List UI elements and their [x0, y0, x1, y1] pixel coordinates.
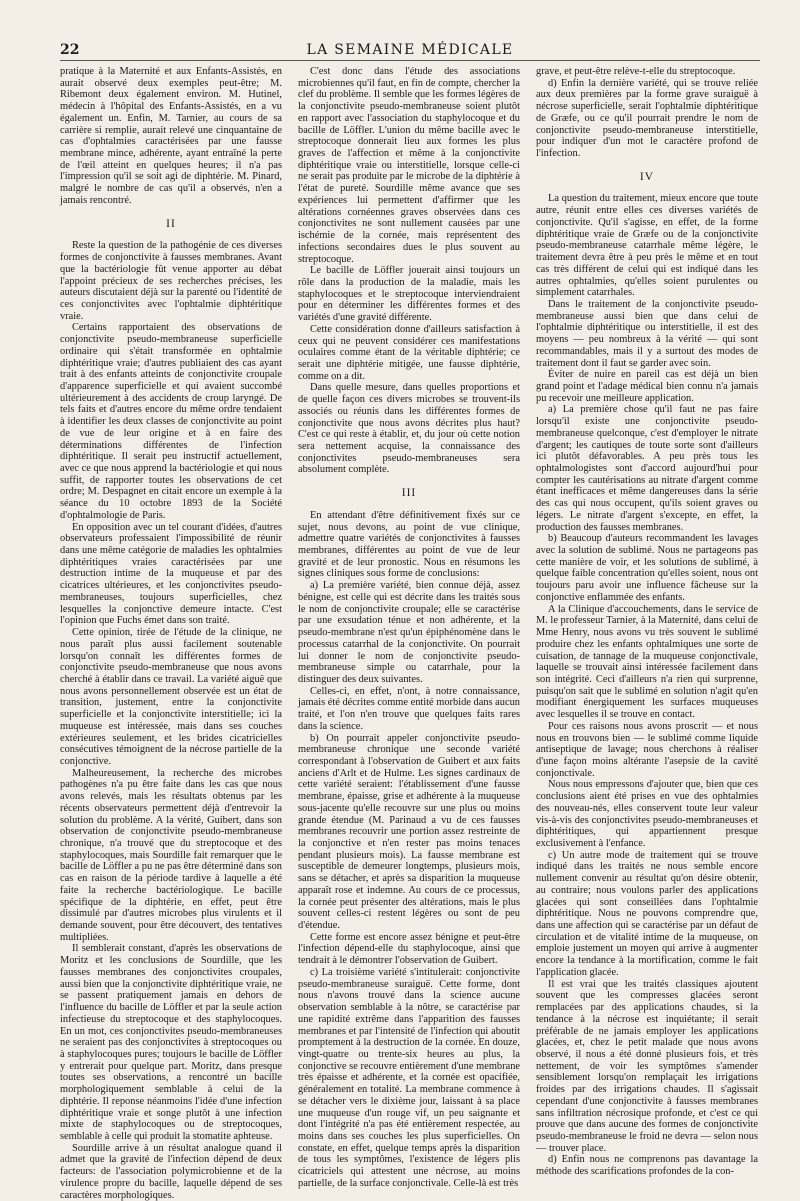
paragraph: Certains rapportaient des observations de conjonctivite pseudo-membraneuse superficielle ordinaire qui s'était transformée en ophtalmie diphtéritique vraie; d'autres publiaient des cas ayant trait à des enfants atteints de conjonctivite croupale d'apparence superficielle et qui avaient succombé ultérieurement à des accidents de croup laryngé. De tels faits et d'autres encore du même ordre tendaient à identifier les deux classes de conjonctivite au point de vue de leur origine et à en faire des déterminations différentes de l'infection diphtéritique. Il serait peu instructif actuellement, avec ce que nous apprend la bactériologie et qui nous suffit, de rapporter toutes les observations de cet ordre; M. Despagnet en citait encore un exemple à la séance du 10 octobre 1893 de la Société d'ophtalmologie de Paris.	[60, 322, 282, 521]
paragraph: Il semblerait constant, d'après les observations de Moritz et les conclusions de Sourdille, que les fausses membranes des conjonctivites croupales, aussi bien que la conjonctivite diphtéritique vraie, ne se passent pratiquement jamais en dehors de l'influence du bacille de Löffler et par la seule action infectieuse du streptocoque et des staphylocoques. En un mot, ces conjonctivites pseudo-membraneuses ne seraient pas des conjonctivites à streptocoques ou à staphylocoques pures; toujours le bacille de Löffler y entrerait pour quelque part. Moritz, dans presque toutes ses observations, a rencontré un bacille morphologiquement semblable à celui de la diphtérie. Il reponse néanmoins l'idée d'une infection diphtéritique vraie et songe plutôt à une infection mixte de staphylocoques ou de streptocoques, semblable à celle qui produit la stomatite aphteuse.	[60, 943, 282, 1142]
paragraph: En attendant d'être définitivement fixés sur ce sujet, nous devons, au point de vue clinique, admettre quatre variétés de conjonctivites à fausses membranes, différentes au point de vue de leur gravité et de leur pronostic. Nous en résumons les signes cliniques sous forme de conclusions:	[298, 509, 520, 580]
paragraph: Cette considération donne d'ailleurs satisfaction à ceux qui ne peuvent considérer ces manifestations oculaires comme étant de la véritable diphtérie; ce serait une diphtérie mitigée, une fausse diphtérie, comme on a dit.	[298, 323, 520, 382]
paragraph: A la Clinique d'accouchements, dans le service de M. le professeur Tarnier, à la Maternité, dans celui de Mme Henry, nous avons vu très souvent le sublimé produire chez les enfants ophtalmiques une sorte de cuisation, de tannage de la muqueuse conjonctivale, laquelle se trouvait ainsi intéressée facilement dans son intégrité. Ceci d'ailleurs n'a rien qui surprenne, puisqu'on sait que le sublimé en solution n'agit qu'en modifiant énergiquement les surfaces muqueuses avec lesquelles il se trouve en contact.	[536, 603, 758, 721]
paragraph: a) La première variété, bien connue déjà, assez bénigne, est celle qui est décrite dans les traités sous le nom de conjonctivite croupale; elle se caractérise par une exsudation ténue et non adhérente, et la pseudo-membrane n'est qu'un épiphénomène dans le processus catarrhal de la conjonctivite. On pourrait lui donner le nom de conjonctivite pseudo-membraneuse simple ou catarrhale, pour la distinguer des deux suivantes.	[298, 580, 520, 685]
paragraph: c) Un autre mode de traitement qui se trouve indiqué dans les traités ne nous semble encore nullement convenir au résultat qu'on désire obtenir, au contraire; nous voulons parler des applications glacées qui sont conseillées dans l'ophtalmie diphtéritique. Nous ne pouvons comprendre que, dans une affection qui se caractérise par un défaut de circulation et de vitalité intime de la muqueuse, on emploie justement un moyen qui arrive à augmenter encore la tendance à la mortification, comme le fait l'application glacée.	[536, 849, 758, 978]
paragraph: Cette opinion, tirée de l'étude de la clinique, ne nous paraît plus aussi facilement soutenable lorsqu'on connaît les différentes formes de conjonctivite pseudo-membraneuse que nous avons cherché à établir dans ce travail. La variété aiguë que nous avons personnellement observée est un état de transition, justement, entre la conjonctivite superficielle et la conjonctivite interstitielle; ici la muqueuse est intéressée, mais dans ses couches extérieures seulement, et les brides cicatricielles consécutives témoignent de la nécrose partielle de la conjonctive.	[60, 627, 282, 767]
section-heading: III	[401, 487, 417, 500]
paragraph: Dans le traitement de la conjonctivite pseudo-membraneuse aussi bien que dans celui de l'ophtalmie diphtéritique ou interstitielle, il est des moyens — peu nombreux à la vérité — qui sont recommandables, mais il y a surtout des modes de traitement dont il faut se garder avec soin.	[536, 298, 758, 369]
paragraph: Sourdille arrive à un résultat analogue quand il admet que la gravité de l'infection dépend de deux facteurs: de l'association polymicrobienne et de la virulence propre du bacille, laquelle dépend de ses caractères morphologiques.	[60, 1142, 282, 1201]
paragraph: Pour ces raisons nous avons proscrit — et nous nous en trouvons bien — le sublimé comme liquide antiseptique de lavage; nous cherchons à réaliser d'une façon moins altérante l'asepsie de la cavité conjonctivale.	[536, 720, 758, 779]
text-column-left	[60, 66, 282, 1201]
text-column-middle	[298, 66, 520, 1189]
running-title: LA SEMAINE MÉDICALE	[306, 42, 514, 58]
paragraph: Cette forme est encore assez bénigne et peut-être l'infection dépend-elle du staphylocoque, ainsi que tendrait à le démontrer l'observation de Guibert.	[298, 931, 520, 967]
paragraph: Le bacille de Löffler jouerait ainsi toujours un rôle dans la production de la maladie, mais les staphylocoques et le streptocoque interviendraient pour en déterminer les différentes formes et des variétés d'une gravité différente.	[298, 265, 520, 324]
paragraph: b) On pourrait appeler conjonctivite pseudo-membraneuse chronique une seconde variété correspondant à l'observation de Guibert et aux faits anciens d'Arlt et de Hulme. Les signes cardinaux de cette variété seraient: l'établissement d'une fausse membrane, épaisse, grise et adhérente à la muqueuse sous-jacente qu'elle recouvre sur une plus ou moins grande étendue (M. Parinaud a vu de ces fausses membranes recouvrir une portion assez restreinte de la conjonctive et n'en rester pas moins tenaces pendant plusieurs mois). La fausse membrane est susceptible de demeurer longtemps, plusieurs mois, sans se détacher, et après sa disparition la muqueuse apparaît rose et indemne. Au cours de ce processus, la cornée peut présenter des altérations, mais le plus souvent celles-ci restent légères ou sont de peu d'étendue.	[298, 732, 520, 932]
paragraph: Il est vrai que les traités classiques ajoutent souvent que les compresses glacées seront remplacées par des applications chaudes, si la tendance à la nécrose est inquiétante; il serait préférable de ne jamais employer les applications glacées, et, chez le petit malade que nous avons observé, il nous a été donné plusieurs fois, et très nettement, de voir les symptômes s'amender sensiblement lorsqu'on remplaçait les irrigations froides par des irrigations chaudes. Il s'agissait cependant d'une conjonctivite à fausses membranes sans infiltration nécrosique profonde, et c'est ce qui prouve que dans aucune des formes de conjonctivite pseudo-membraneuse le froid ne devra — selon nous — trouver place.	[536, 978, 758, 1154]
text-column-right	[536, 66, 758, 1178]
paragraph: Nous nous empressons d'ajouter que, bien que ces conclusions aient été prises en vue des ophtalmies des nouveau-nés, elles conservent toute leur valeur vis-à-vis des conjonctivites pseudo-membraneuses et diphtéritiques, qui appartiennent presque exclusivement à l'enfance.	[536, 779, 758, 849]
paragraph: C'est donc dans l'étude des associations microbiennes qu'il faut, en fin de compte, chercher la clef du problème. Il semble que les formes légères de la conjonctivite pseudo-membraneuse soient plutôt en rapport avec l'association du staphylocoque et du bacille de Löffler. L'union du même bacille avec le streptocoque donnerait lieu aux formes les plus graves de l'affection et même à la conjonctivite diphtéritique vraie ou interstitielle, lorsque celle-ci ne serait pas produite par le microbe de la diphtérie à l'état de pureté. Sourdille même avance que ses expériences lui permettent d'affirmer que les altérations cornéennes graves observées dans ces conjonctivites ne sont nullement causées par une ischémie de la cornée, mais représentent des infections secondaires dues le plus souvent au streptocoque.	[298, 66, 520, 265]
paragraph: c) La troisième variété s'intitulerait: conjonctivite pseudo-membraneuse suraiguë. Cette forme, dont nous n'avons trouvé dans la science aucune observation semblable à la nôtre, se caractérise par une rapidité extrême dans l'apparition des fausses membranes et par l'intensité de l'infection qui aboutit promptement à la destruction de la cornée. En douze, vingt-quatre ou trente-six heures au plus, la conjonctive se recouvre entièrement d'une membrane très épaisse et adhérente, et la cornée est opacifiée, généralement en totalité. La membrane commence à se détacher vers le dixième jour, laissant à sa place une muqueuse d'un rouge vif, un peu saignante et dont l'intégrité n'a pas été entièrement respectée, au moins dans ses couches les plus superficielles. On constate, en effet, quelque temps après la disparition de tous les symptômes, l'existence de légers plis cicatriciels qui attestent une nécrose, au moins partielle, de la surface conjonctivale. Celle-là est très	[298, 966, 520, 1189]
paragraph: d) Enfin la dernière variété, qui se trouve reliée aux deux premières par la forme grave suraiguë à nécrose superficielle, serait l'ophtalmie diphtéritique de Græfe, ou ce qu'il pourrait prendre le nom de conjonctivite pseudo-membraneuse interstitielle, pour indiquer d'un mot le caractère profond de l'infection.	[536, 77, 758, 160]
paragraph: Dans quelle mesure, dans quelles proportions et de quelle façon ces divers microbes se trouvent-ils associés ou réunis dans les différentes formes de conjonctivite que nous avons décrites plus haut? C'est ce qui reste à établir, et, du jour où cette notion sera nettement acquise, la connaissance des conjonctivites pseudo-membraneuses sera absolument complète.	[298, 382, 520, 476]
section-heading: IV	[639, 170, 655, 183]
paragraph: d) Enfin nous ne comprenons pas davantage la méthode des scarifications profondes de la con-	[536, 1154, 758, 1178]
paragraph: Malheureusement, la recherche des microbes pathogènes n'a pu être faite dans les cas que nous avons relevés, mais les résultats obtenus par les récents observateurs permettent déjà d'entrevoir la solution du problème. A la vérité, Guibert, dans son observation de conjonctivite pseudo-membraneuse chronique, n'a trouvé que du streptocoque et des staphylocoques, mais Sourdille fait remarquer que le bacille de Löffler a pu ne pas être déterminé dans son cas en raison de la période tardive à laquelle a été faite la recherche bactériologique. Le bacille spécifique de la diphtérie, en effet, peut être dissimulé par d'autres microbes plus virulents et il demande souvent, pour être découvert, des tentatives multipliées.	[60, 767, 282, 943]
paragraph: La question du traitement, mieux encore que toute autre, réunit entre elles ces diverses variétés de conjonctivite. Qu'il s'agisse, en effet, de la forme diphtéritique vraie de Græfe ou de la conjonctivite pseudo-membraneuse catarrhale même légère, le traitement devra être à peu près le même et en tout cas très différent de celui qui est indiqué dans les autres ophtalmies, qu'elles soient purulentes ou simplement catarrhales.	[536, 193, 758, 299]
paragraph: pratique à la Maternité et aux Enfants-Assistés, en aurait observé deux exemples peut-être; M. Ribemont deux également environ. M. Hutinel, médecin à l'hôpital des Enfants-Assistés, en a vu également un. Enfin, M. Tarnier, au cours de sa carrière si remplie, aurait relevé une cinquantaine de cas d'ophtalmies caractérisées par une fausse membrane mince, adhérente, ayant entraîné la perte de l'œil atteint en quelques heures; il n'a pas l'impression qu'il se soit agi de diphtérie. M. Pinard, malgré le nombre de cas qu'il a observés, n'en a jamais rencontré.	[60, 66, 282, 206]
paragraph: grave, et peut-être relève-t-elle du streptocoque.	[536, 66, 736, 77]
paragraph: Éviter de nuire en pareil cas est déjà un bien grand point et l'adage médical bien connu n'a jamais pu recevoir une meilleure application.	[536, 369, 758, 404]
paragraph: b) Beaucoup d'auteurs recommandent les lavages avec la solution de sublimé. Nous ne partageons pas cette manière de voir, et les solutions de sublimé, à quelque faible concentration qu'elles soient, nous ont toujours paru avoir une influence fâcheuse sur la conjonctive enflammée des enfants.	[536, 533, 758, 603]
paragraph: a) La première chose qu'il faut ne pas faire lorsqu'il existe une conjonctivite pseudo-membraneuse quelconque, c'est d'employer le nitrate d'argent; les cautiques de toute sorte sont d'ailleurs ici plutôt défavorables. A peu près tous les ophtalmologistes sont d'accord aujourd'hui pour compter les cautérisations au nitrate d'argent comme étant inefficaces et même dangereuses dans la série des cas qui nous occupent, qu'ils soient graves ou légers. Le nitrate d'argent s'excepte, en effet, la production des fausses membranes.	[536, 404, 758, 533]
paragraph: En opposition avec un tel courant d'idées, d'autres observateurs professaient l'impossibilité de réunir dans une même catégorie de maladies les ophtalmies diphtéritiques vraies caractérisées par une destruction intime de la muqueuse et par des cicatrices ultérieures, et les conjonctivites pseudo-membraneuses, toujours superficielles, chez lesquelles la conjonctive demeure intacte. C'est l'opinion que Fuchs émet dans son traité.	[60, 521, 282, 627]
page-number: 22	[60, 42, 80, 58]
paragraph: Reste la question de la pathogénie de ces diverses formes de conjonctivite à fausses membranes. Avant que la bactériologie fût venue apporter au débat l'appoint précieux de ses recherches précises, les auteurs discutaient déjà sur la parenté ou l'identité de ces conjonctivites avec l'ophtalmie diphtéritique vraie.	[60, 240, 282, 322]
section-heading: II	[166, 217, 176, 230]
page-header	[60, 40, 760, 61]
paragraph: Celles-ci, en effet, n'ont, à notre connaissance, jamais été décrites comme entité morbide dans aucun traité, et l'on n'en trouve que quelques faits rares dans la science.	[298, 685, 520, 732]
